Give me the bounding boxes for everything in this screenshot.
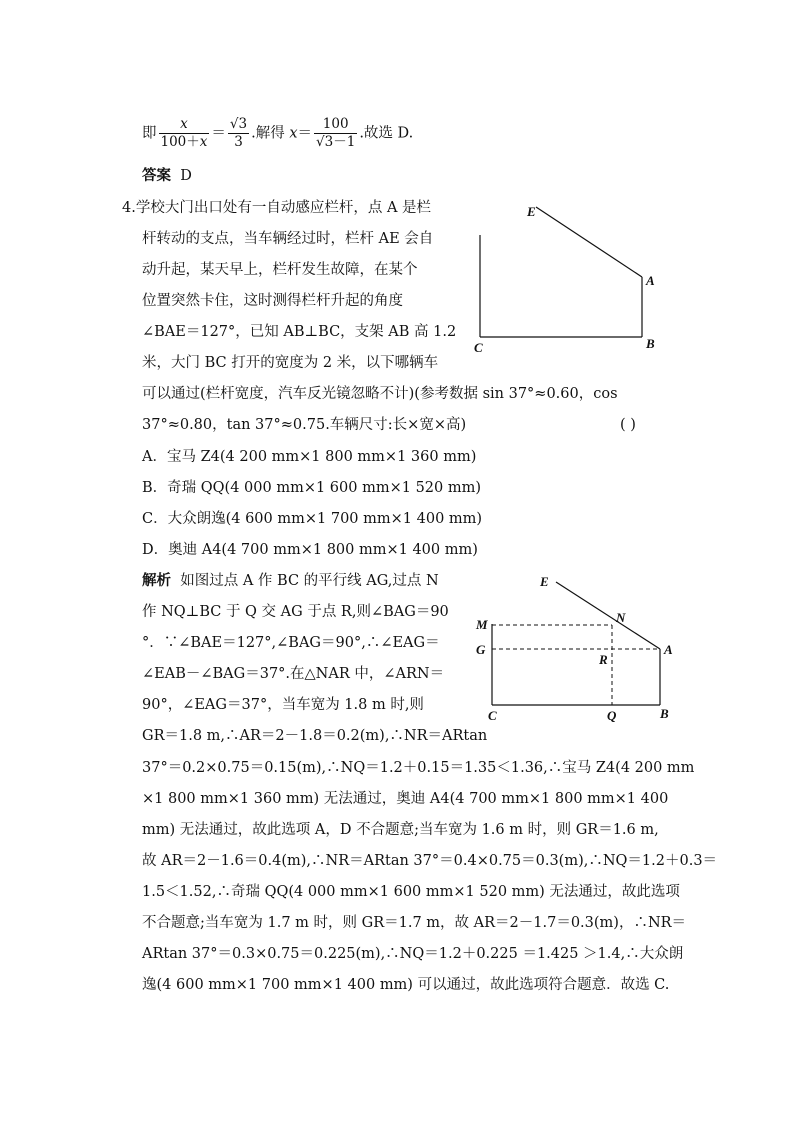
fraction-100-over-sqrt3-minus-1: $\frac{100}{√3-1}$ [316, 116, 356, 150]
solution-line-8: ×1 800 mm×1 360 mm) 无法通过，奥迪 A4(4 700 mm×1 800 mm×1 400 [142, 791, 669, 807]
label-c: C [474, 340, 483, 355]
option-d: D．奥迪 A4(4 700 mm×1 800 mm×1 400 mm) [142, 542, 478, 558]
answer-label: 答案 [142, 167, 171, 184]
problem-line-5: ∠BAE＝127°，已知 AB⊥BC，支架 AB 高 1.2 [142, 324, 457, 340]
label-a: A [646, 273, 655, 288]
label-e: E [527, 204, 536, 219]
problem-line-4: 位置突然卡住，这时测得栏杆升起的角度 [142, 293, 403, 309]
answer-paren: ( ) [620, 417, 636, 433]
solution-line-1: 解析 如图过点 A 作 BC 的平行线 AG,过点 N [142, 572, 439, 589]
solution-label: 解析 [142, 572, 171, 589]
solution-line-6: GR＝1.8 m,∴AR＝2－1.8＝0.2(m),∴NR＝ARtan [142, 728, 488, 744]
gate-diagram [460, 195, 680, 355]
solution-line-5: 90°，∠EAG＝37°，当车宽为 1.8 m 时,则 [142, 697, 424, 713]
problem-line-8: 37°≈0.80，tan 37°≈0.75.车辆尺寸:长×宽×高) [142, 417, 467, 433]
label-r: R [599, 652, 608, 667]
label-c-2: C [488, 708, 497, 723]
solution-line-4: ∠EAB－∠BAG＝37°.在△NAR 中，∠ARN＝ [142, 666, 445, 682]
solution-diagram [470, 570, 680, 730]
problem-line-7: 可以通过(栏杆宽度，汽车反光镜忽略不计)(参考数据 sin 37°≈0.60，cos [142, 386, 618, 402]
bar-ea [556, 582, 660, 649]
fraction-x-over-100-plus-x: $\frac{x}{100+x}$ [160, 116, 208, 150]
answer-value: D [180, 168, 192, 184]
problem-line-1: 4.学校大门出口处有一自动感应栏杆，点 A 是栏 [122, 200, 432, 216]
label-g: G [476, 642, 486, 657]
problem-line-2: 杆转动的支点，当车辆经过时，栏杆 AE 会自 [142, 231, 434, 247]
label-m: M [476, 617, 488, 632]
label-e-2: E [540, 574, 549, 589]
solution-line-12: 不合题意;当车宽为 1.7 m 时，则 GR＝1.7 m，故 AR＝2－1.7＝0.3(m)，∴NR＝ [142, 915, 687, 931]
option-a: A．宝马 Z4(4 200 mm×1 800 mm×1 360 mm) [142, 449, 477, 465]
solution-line-3: °．∵∠BAE＝127°,∠BAG＝90°,∴∠EAG＝ [142, 635, 440, 651]
problem-line-3: 动升起，某天早上，栏杆发生故障，在某个 [142, 262, 418, 278]
formula-line: 即 $\frac{x}{100+x}$ ＝ $\frac{√3}{3}$ .解得 x＝ $\frac{100}{√3-1}$ .故选 D. [142, 116, 414, 150]
label-n: N [616, 610, 626, 625]
bar-ae [536, 207, 642, 277]
label-q: Q [607, 708, 617, 723]
solution-line-9: mm) 无法通过，故此选项 A，D 不合题意;当车宽为 1.6 m 时，则 GR＝1.6 m, [142, 822, 659, 838]
problem-line-6: 米，大门 BC 打开的宽度为 2 米，以下哪辆车 [142, 355, 439, 371]
option-b: B．奇瑞 QQ(4 000 mm×1 600 mm×1 520 mm) [142, 480, 482, 496]
ji-text: 即 [142, 125, 157, 142]
solution-line-7: 37°＝0.2×0.75＝0.15(m),∴NQ＝1.2＋0.15＝1.35＜1.36,∴宝马 Z4(4 200 mm [142, 760, 695, 776]
answer-line [142, 166, 192, 186]
solution-line-2: 作 NQ⊥BC 于 Q 交 AG 于点 R,则∠BAG＝90 [142, 604, 449, 620]
solution-line-10: 故 AR＝2－1.6＝0.4(m),∴NR＝ARtan 37°＝0.4×0.75＝0.3(m),∴NQ＝1.2＋0.3＝ [142, 853, 718, 869]
option-c: C．大众朗逸(4 600 mm×1 700 mm×1 400 mm) [142, 511, 483, 527]
solution-line-14: 逸(4 600 mm×1 700 mm×1 400 mm) 可以通过，故此选项符合题意．故选 C. [142, 977, 670, 993]
solution-line-13: ARtan 37°＝0.3×0.75＝0.225(m),∴NQ＝1.2＋0.225 ＝1.425 ＞1.4,∴大众朗 [142, 946, 684, 962]
fraction-sqrt3-over-3: $\frac{√3}{3}$ [229, 116, 248, 150]
label-a-2: A [664, 642, 673, 657]
label-b: B [646, 336, 655, 351]
solution-line-11: 1.5＜1.52,∴奇瑞 QQ(4 000 mm×1 600 mm×1 520 mm) 无法通过，故此选项 [142, 884, 680, 900]
label-b-2: B [660, 706, 669, 721]
